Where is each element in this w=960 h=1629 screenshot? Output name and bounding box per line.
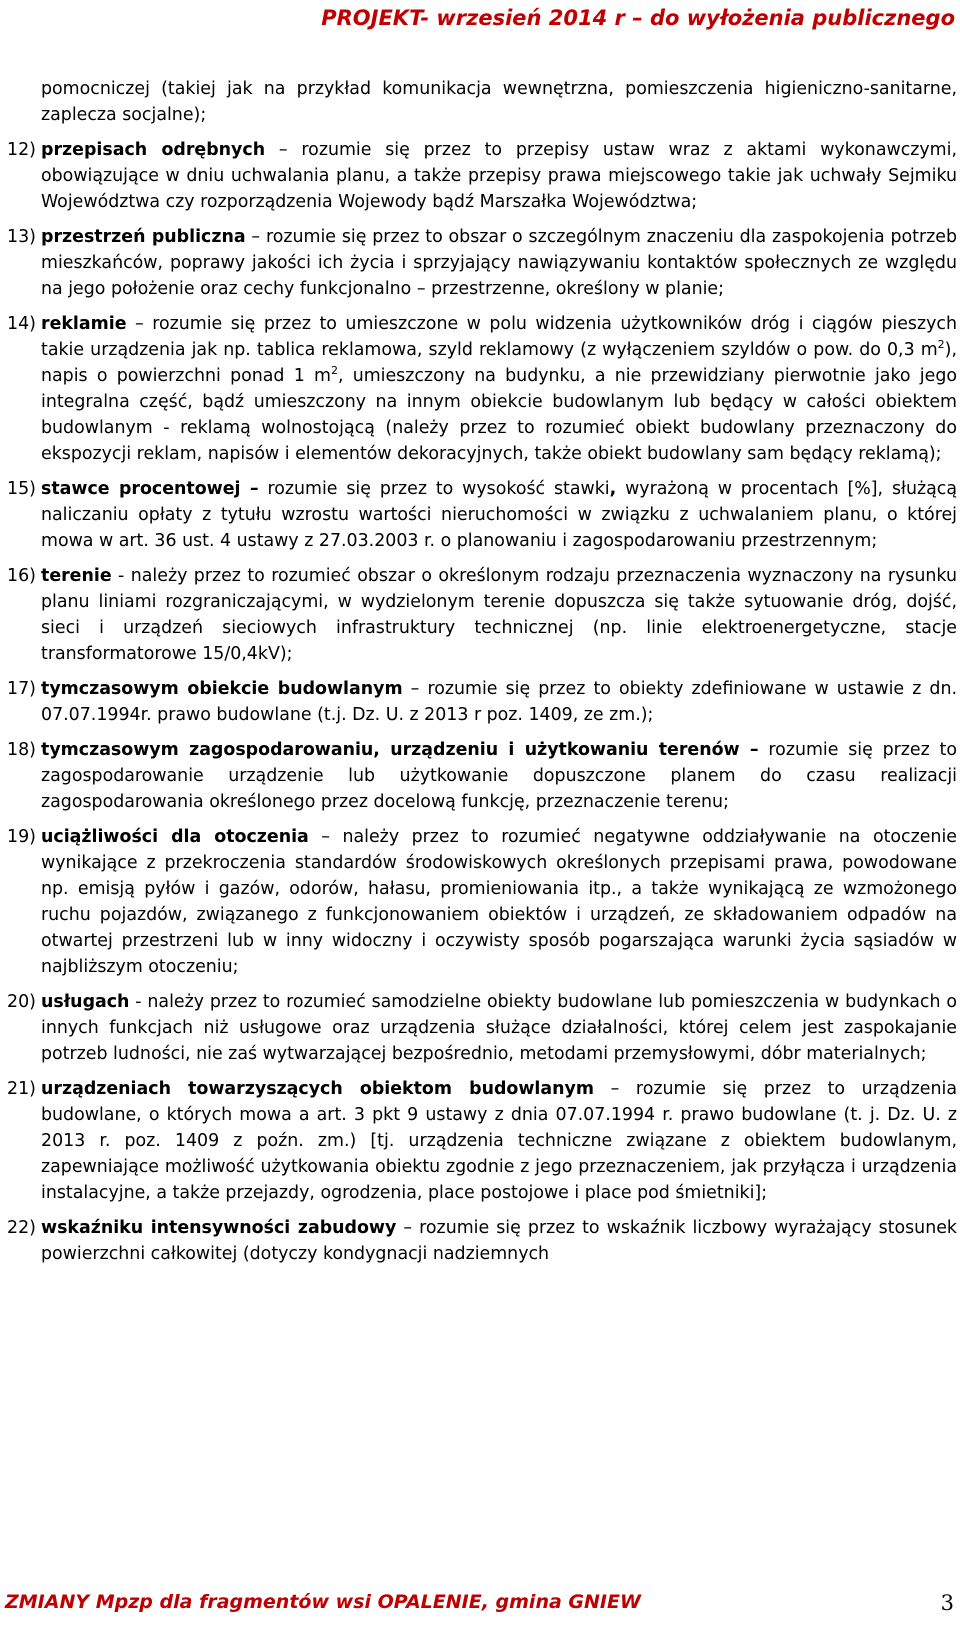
- item-text: [41, 989, 957, 1067]
- item-term: stawce procentowej –: [41, 479, 259, 499]
- item-number: 22): [7, 1218, 36, 1238]
- item-bold-comma: ,: [609, 479, 617, 499]
- item-number: 21): [7, 1079, 36, 1099]
- item-definition: – rozumie się przez to umieszczone w polu widzenia użytkowników dróg i ciągów pieszych takie urządzenia jak np. tablica reklamowa, szyld reklamowy (z wyłączeniem szyldów o pow. do 0,3 m: [41, 314, 957, 360]
- item-term: przestrzeń publiczna: [41, 227, 246, 247]
- superscript: 2: [937, 338, 945, 352]
- item-text: [41, 676, 957, 728]
- definition-item-19: [7, 824, 957, 980]
- item-number: 20): [7, 992, 36, 1012]
- superscript: 2: [330, 364, 338, 378]
- item-definition: – rozumie się przez to wskaźnik liczbowy wyrażający stosunek powierzchni całkowitej (dotyczy kondygnacji nadziemnych: [41, 1218, 957, 1264]
- item-number: 15): [7, 479, 36, 499]
- item-definition: – rozumie się przez to przepisy ustaw wraz z aktami wykonawczymi, obowiązujące w dniu uchwalania planu, a także przepisy prawa miejscowego takie jak uchwały Sejmiku Województwa czy rozporządzenia Wojewody bądź Marszałka Województwa;: [41, 140, 957, 212]
- item-text: [41, 1215, 957, 1267]
- item-definition: – rozumie się przez to obszar o szczególnym znaczeniu dla zaspokojenia potrzeb mieszkańców, poprawy jakości ich życia i sprzyjający nawiązywaniu kontaktów społecznych ze względu na jego położenie oraz cechy funkcjonalno – przestrzenne, określony w planie;: [41, 227, 957, 299]
- item-text: [41, 563, 957, 667]
- definition-item-12: [7, 137, 957, 215]
- intro-paragraph: pomocniczej (takiej jak na przykład komunikacja wewnętrzna, pomieszczenia higieniczno-sanitarne, zaplecza socjalne);: [41, 79, 957, 125]
- item-number: 16): [7, 566, 36, 586]
- definition-item-15: [7, 476, 957, 554]
- item-term: usługach: [41, 992, 130, 1012]
- item-term: urządzeniach towarzyszących obiektom budowlanym: [41, 1079, 594, 1099]
- item-number: 17): [7, 679, 36, 699]
- item-term: reklamie: [41, 314, 127, 334]
- item-term: wskaźniku intensywności zabudowy: [41, 1218, 397, 1238]
- item-number: 14): [7, 314, 36, 334]
- definition-item-14: [7, 311, 957, 467]
- item-text: [41, 1076, 957, 1206]
- item-definition: – rozumie się przez to urządzenia budowlane, o których mowa a art. 3 pkt 9 ustawy z dnia 07.07.1994 r. prawo budowlane (t. j. Dz. U. z 2013 r. poz. 1409 z poźn. zm.) [tj. urządzenia techniczne związane z obiektem budowlanym, zapewniające możliwość użytkowania obiektu zgodnie z jego przeznaczeniem, jak przyłącza i urządzenia instalacyjne, a także przejazdy, ogrodzenia, place postojowe i place pod śmietniki];: [41, 1079, 957, 1203]
- item-definition: – należy przez to rozumieć negatywne oddziaływanie na otoczenie wynikające z przekroczenia standardów środowiskowych określonych przepisami prawa, powodowane np. emisją pyłów i gazów, odorów, hałasu, promieniowania itp., a także wynikającą ze wzmożonego ruchu pojazdów, związanego z funkcjonowaniem obiektów i urządzeń, ze składowaniem odpadów na otwartej przestrzeni lub w inny widoczny i oczywisty sposób pogarszająca warunki życia sąsiadów w najbliższym otoczeniu;: [41, 827, 957, 977]
- footer-title: ZMIANY Mpzp dla fragmentów wsi OPALENIE, gmina GNIEW: [5, 1591, 641, 1613]
- item-definition: – rozumie się przez to obiekty zdefiniowane w ustawie z dn. 07.07.1994r. prawo budowlane (t.j. Dz. U. z 2013 r poz. 1409, ze zm.);: [41, 679, 957, 725]
- document-body: [7, 76, 957, 1276]
- item-text: [41, 224, 957, 302]
- definition-item-21: [7, 1076, 957, 1206]
- item-text: [41, 824, 957, 980]
- item-definition: rozumie się przez to zagospodarowanie urządzenie lub użytkowanie dopuszczone planem do czasu realizacji zagospodarowania określonego przez docelową funkcję, przeznaczenie terenu;: [41, 740, 957, 812]
- item-number: 13): [7, 227, 36, 247]
- page-header-title: PROJEKT- wrzesień 2014 r – do wyłożenia publicznego: [321, 6, 955, 30]
- item-number: 12): [7, 140, 36, 160]
- item-definition: - należy przez to rozumieć obszar o określonym rodzaju przeznaczenia wyznaczony na rysunku planu liniami rozgraniczającymi, w wydzielonym terenie dopuszcza się także sytuowanie dróg, dojść, sieci i urządzeń sieciowych infrastruktury technicznej (np. linie elektroenergetyczne, stacje transformatorowe 15/0,4kV);: [41, 566, 957, 664]
- definition-item-13: [7, 224, 957, 302]
- item-definition: - należy przez to rozumieć samodzielne obiekty budowlane lub pomieszczenia w budynkach o innych funkcjach niż usługowe oraz urządzenia służące działalności, której celem jest zaspokajanie potrzeb ludności, nie zaś wytwarzającej bezpośrednio, metodami przemysłowymi, dóbr materialnych;: [41, 992, 957, 1064]
- definition-item-18: [7, 737, 957, 815]
- item-term: tymczasowym obiekcie budowlanym: [41, 679, 403, 699]
- item-term: przepisach odrębnych: [41, 140, 266, 160]
- item-term: uciążliwości dla otoczenia: [41, 827, 309, 847]
- item-text: [41, 737, 957, 815]
- item-definition-cont: , umieszczony na budynku, a nie przewidziany pierwotnie jako jego integralna część, bądź umieszczony na innym obiekcie budowlanym lub będący w całości obiektem budowlanym - reklamą wolnostojącą (należy przez to rozumieć obiekt budowlany przeznaczony do ekspozycji reklam, napisów i elementów dekoracyjnych, także obiekt budowlany sam będący reklamą);: [41, 366, 957, 464]
- item-text: [41, 476, 957, 554]
- item-definition: rozumie się przez to wysokość stawki: [258, 479, 610, 499]
- item-term: terenie: [41, 566, 112, 586]
- definition-item-17: [7, 676, 957, 728]
- item-definition-cont: ), napis o powierzchni ponad 1 m: [41, 340, 957, 386]
- item-definition-cont: wyrażoną w procentach [%], służącą naliczaniu opłaty z tytułu wzrostu wartości nieruchomości w związku z uchwalaniem planu, o której mowa w art. 36 ust. 4 ustawy z 27.03.2003 r. o planowaniu i zagospodarowaniu przestrzennym;: [41, 479, 957, 551]
- definition-item-20: [7, 989, 957, 1067]
- definition-item-16: [7, 563, 957, 667]
- item-number: 18): [7, 740, 36, 760]
- page-number: 3: [940, 1591, 954, 1615]
- definition-item-22: [7, 1215, 957, 1267]
- page-footer: [0, 1591, 960, 1621]
- item-term: tymczasowym zagospodarowaniu, urządzeniu i użytkowaniu terenów –: [41, 740, 759, 760]
- item-number: 19): [7, 827, 36, 847]
- item-text: [41, 311, 957, 467]
- item-text: [41, 137, 957, 215]
